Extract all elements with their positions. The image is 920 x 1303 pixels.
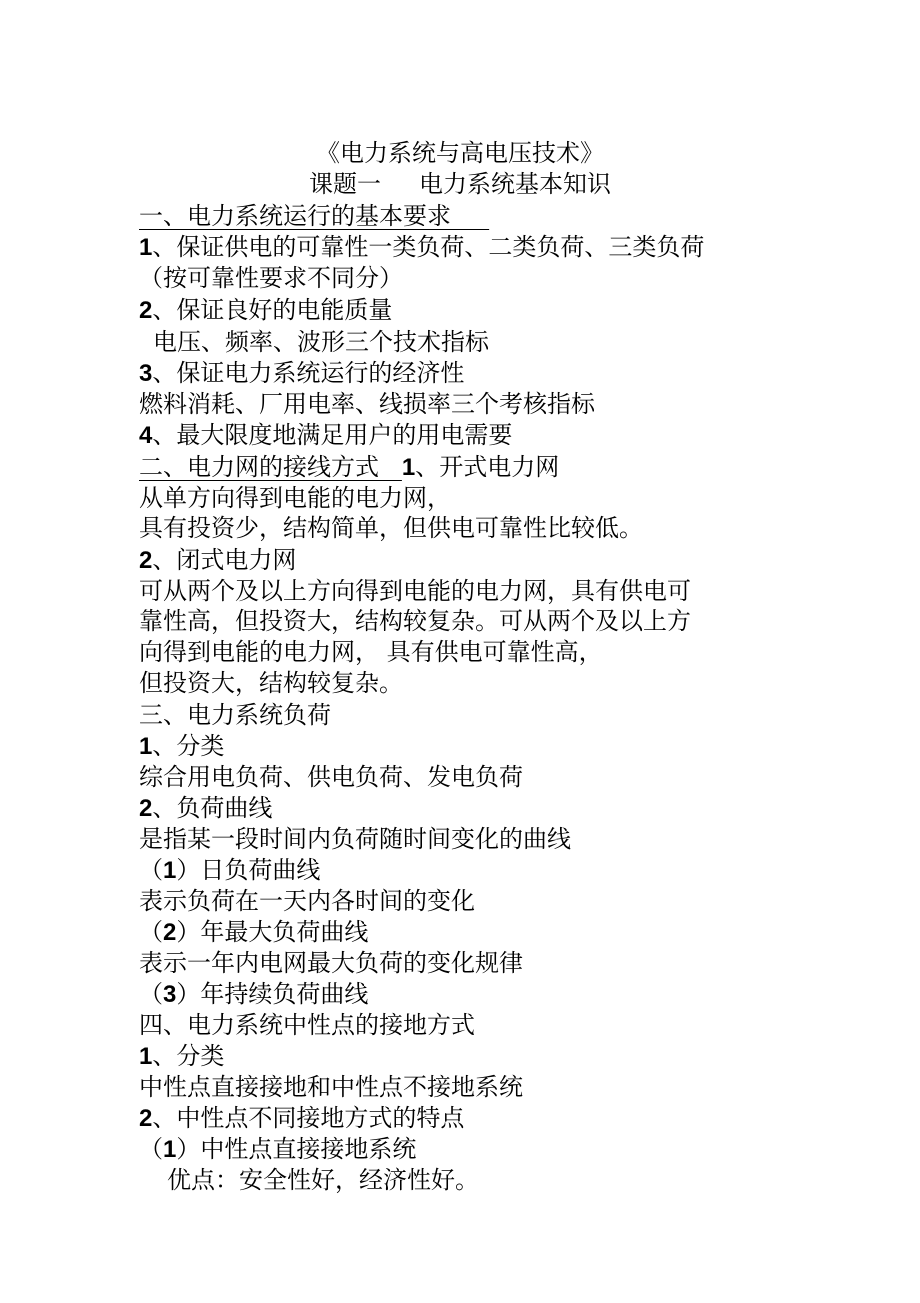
item-text: ）年持续负荷曲线 [176, 980, 369, 1008]
item-text: 、中性点不同接地方式的特点 [152, 1104, 465, 1132]
section-1-item-1-note: （按可靠性要求不同分） [139, 264, 403, 292]
section-3-curve-2-detail: 表示一年内电网最大负荷的变化规律 [139, 949, 523, 977]
section-3-curve-3 [139, 979, 368, 1010]
item-number: 1 [401, 454, 416, 481]
section-4-item-1-detail: 中性点直接接地和中性点不接地系统 [139, 1073, 523, 1101]
paren-open: （ [139, 856, 163, 884]
section-2-item-1-line-2: 具有投资少，结构简单，但供电可靠性比较低。 [139, 514, 643, 542]
section-1-item-4 [139, 420, 512, 451]
item-text: 、保证供电的可靠性一类负荷、二类负荷、三类负荷 [152, 233, 705, 261]
item-text: ）中性点直接接地系统 [176, 1135, 417, 1163]
item-text: 、分类 [152, 1042, 225, 1070]
section-2-item-1-line-1: 从单方向得到电能的电力网， [139, 484, 451, 512]
paren-open: （ [139, 980, 163, 1008]
section-3-curve-1 [139, 855, 320, 886]
subtitle-main: 电力系统基本知识 [419, 170, 611, 198]
section-3-item-1 [139, 731, 224, 762]
section-1-heading-text: 一、电力系统运行的基本要求 [139, 202, 451, 230]
section-2-item-2-line-1: 可从两个及以上方向得到电能的电力网，具有供电可 [139, 577, 691, 605]
item-number: 2 [139, 795, 153, 822]
paren-open: （ [139, 1135, 163, 1163]
section-1-item-3-detail: 燃料消耗、厂用电率、线损率三个考核指标 [139, 390, 595, 418]
section-4-item-2 [139, 1103, 464, 1134]
item-text: 、闭式电力网 [152, 546, 297, 574]
item-number: 2 [139, 1105, 153, 1132]
item-text: 、分类 [152, 732, 225, 760]
item-number: 1 [139, 733, 153, 760]
section-1-item-2-detail: 电压、频率、波形三个技术指标 [153, 328, 489, 356]
item-number: 2 [139, 547, 153, 574]
subtitle-prefix: 课题一 [309, 170, 381, 198]
section-3-item-2-detail: 是指某一段时间内负荷随时间变化的曲线 [139, 825, 571, 853]
section-1-item-2 [139, 295, 392, 326]
section-4-case-1 [139, 1134, 416, 1165]
item-number: 1 [139, 234, 153, 261]
section-4-case-1-detail: 优点：安全性好，经济性好。 [167, 1166, 479, 1194]
doc-title: 《电力系统与高电压技术》 [316, 139, 604, 167]
section-2-heading-text: 二、电力网的接线方式 [139, 453, 379, 481]
item-text: ）年最大负荷曲线 [176, 918, 369, 946]
item-text: 、开式电力网 [415, 453, 560, 481]
section-3-item-2 [139, 793, 272, 824]
section-1-heading [139, 201, 489, 231]
section-3-heading: 三、电力系统负荷 [139, 701, 331, 729]
item-text: ）日负荷曲线 [176, 856, 321, 884]
item-text: 、负荷曲线 [152, 794, 273, 822]
item-number: 1 [163, 1136, 177, 1163]
section-2-item-2-line-3: 向得到电能的电力网， 具有供电可靠性高， [139, 638, 603, 666]
item-text: 、最大限度地满足用户的用电需要 [152, 421, 513, 449]
section-2-item-2-line-4: 但投资大，结构较复杂。 [139, 669, 403, 697]
section-1-item-3 [139, 358, 464, 389]
section-3-curve-1-detail: 表示负荷在一天内各时间的变化 [139, 887, 475, 915]
doc-subtitle [0, 169, 920, 199]
section-3-curve-2 [139, 917, 368, 948]
item-number: 2 [163, 919, 177, 946]
section-1-item-1 [139, 232, 704, 263]
item-number: 2 [139, 297, 153, 324]
section-4-heading: 四、电力系统中性点的接地方式 [139, 1011, 475, 1039]
item-number: 1 [139, 1043, 153, 1070]
section-4-item-1 [139, 1041, 224, 1072]
section-2-item-2 [139, 545, 296, 576]
section-3-item-1-detail: 综合用电负荷、供电负荷、发电负荷 [139, 763, 523, 791]
section-2-item-2-line-2: 靠性高，但投资大，结构较复杂。可从两个及以上方 [139, 607, 691, 635]
item-text: 、保证良好的电能质量 [152, 296, 393, 324]
section-2-heading [139, 452, 559, 483]
item-text: 、保证电力系统运行的经济性 [152, 359, 465, 387]
item-number: 1 [163, 857, 177, 884]
item-number: 3 [139, 360, 153, 387]
paren-open: （ [139, 918, 163, 946]
item-number: 4 [139, 422, 153, 449]
item-number: 3 [163, 981, 177, 1008]
